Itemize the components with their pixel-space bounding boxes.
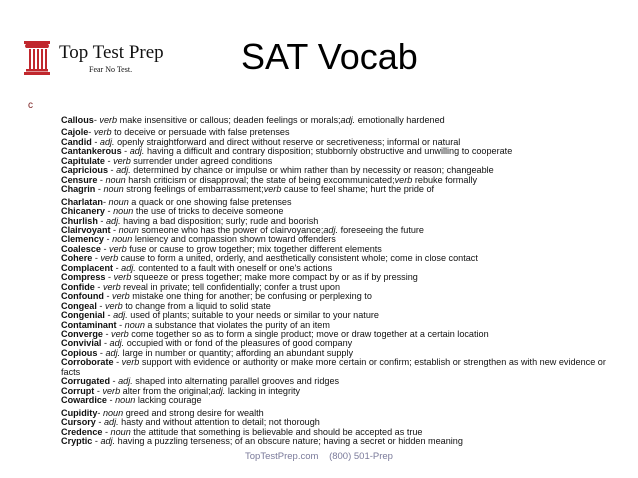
part-of-speech: adj. <box>99 136 115 147</box>
term-separator: - <box>104 310 114 321</box>
definition-text: shaped into alternating parallel grooves and ridges <box>132 376 340 387</box>
term-separator: - <box>94 385 103 396</box>
part-of-speech: verb <box>93 127 112 138</box>
part-of-speech: verb <box>100 253 119 264</box>
vocab-term: Churlish <box>61 215 98 226</box>
vocab-term: Capitulate <box>61 155 105 166</box>
part-of-speech: adj. <box>210 385 226 396</box>
term-separator: - <box>94 281 103 292</box>
part-of-speech: noun <box>108 196 129 207</box>
vocab-term: Cowardice <box>61 395 107 406</box>
definition-text: a quack or one showing false pretenses <box>128 196 292 207</box>
definition-text: strong feelings of embarrassment; <box>123 184 264 195</box>
part-of-speech: noun <box>112 234 133 245</box>
term-separator: - <box>104 155 114 166</box>
definition-text: hasty and without attention to detail; not thorough <box>118 417 320 428</box>
term-separator: - <box>92 253 101 264</box>
term-separator: - <box>91 136 100 147</box>
term-separator: - <box>93 115 100 125</box>
vocab-list <box>61 116 627 446</box>
vocab-entry <box>61 358 627 377</box>
term-separator: - <box>97 215 106 226</box>
term-separator: - <box>110 376 119 387</box>
pillar-logo-icon <box>22 40 52 76</box>
vocab-term: Complacent <box>61 262 114 273</box>
part-of-speech: verb <box>111 328 129 339</box>
vocab-term: Confound <box>61 291 104 302</box>
vocab-term: Cohere <box>61 253 93 264</box>
definition-text: having a difficult and contrary disposition; stubbornly obstructive and unwilling to cooperate <box>144 146 513 157</box>
part-of-speech: verb <box>109 243 127 254</box>
part-of-speech: adj. <box>100 435 116 446</box>
vocab-term: Candid <box>61 136 92 147</box>
definition-text: used of plants; suitable to your needs or similar to your nature <box>127 310 379 321</box>
part-of-speech: verb <box>113 155 131 166</box>
term-separator: - <box>102 196 109 207</box>
brand-name: Top Test Prep <box>59 42 164 63</box>
vocab-term: Cupidity <box>61 407 98 418</box>
part-of-speech: noun <box>103 184 124 195</box>
definition-text: determined by chance or impulse or whim rather than by necessity or reason; changeable <box>130 165 494 176</box>
vocab-entry <box>61 185 627 194</box>
vocab-term: Chagrin <box>61 184 96 195</box>
vocab-term: Copious <box>61 347 98 358</box>
vocab-term: Cajole <box>61 127 89 138</box>
part-of-speech: noun <box>115 395 136 406</box>
term-separator: - <box>95 417 104 428</box>
definition-text: lacking in integrity <box>225 385 301 396</box>
vocab-term: Cursory <box>61 417 96 428</box>
footer-site: TopTestPrep.com <box>245 451 319 462</box>
definition-text: come together so as to form a single product; move or draw together at a certain location <box>128 328 489 339</box>
term-separator: - <box>102 328 112 339</box>
term-separator: - <box>92 435 101 446</box>
definition-text: lacking courage <box>135 395 202 406</box>
definition-text: emotionally hardened <box>355 115 445 125</box>
definition-text: surrender under agreed conditions <box>130 155 273 166</box>
definition-text: the attitude that something is believable and should be accepted as true <box>130 426 423 437</box>
page-title: SAT Vocab <box>241 36 418 77</box>
part-of-speech: adj. <box>323 224 339 235</box>
definition-text: alter from the original; <box>120 385 211 396</box>
part-of-speech: adj. <box>109 338 125 349</box>
part-of-speech: verb <box>394 174 413 185</box>
definition-text: openly straightforward and direct without reserve or secretiveness; informal or natural <box>114 136 461 147</box>
part-of-speech: verb <box>113 272 132 283</box>
term-separator: - <box>97 347 106 358</box>
part-of-speech: adj. <box>113 310 128 321</box>
part-of-speech: verb <box>112 291 130 302</box>
part-of-speech: adj. <box>103 417 119 428</box>
definition-text: leniency and compassion shown toward offenders <box>132 234 336 245</box>
bullet-marker: c <box>28 100 33 111</box>
term-separator: - <box>116 319 125 330</box>
term-separator: - <box>103 291 113 302</box>
vocab-term: Corroborate <box>61 357 114 368</box>
part-of-speech: noun <box>118 224 139 235</box>
definition-text: harsh criticism or disapproval; the state of being excommunicated; <box>125 174 395 185</box>
term-separator: - <box>88 127 94 138</box>
vocab-term: Congenial <box>61 310 105 321</box>
definition-text: to deceive or persuade with false pretenses <box>111 127 290 138</box>
term-separator: - <box>101 338 110 349</box>
term-separator: - <box>110 224 119 235</box>
part-of-speech: noun <box>113 206 134 217</box>
term-separator: - <box>105 272 114 283</box>
term-separator: - <box>108 165 117 176</box>
term-separator: - <box>113 262 122 273</box>
vocab-term: Cantankerous <box>61 146 122 157</box>
definition-text: greed and strong desire for wealth <box>123 407 264 418</box>
part-of-speech: noun <box>110 426 131 437</box>
definition-text: having a puzzling terseness; of an obscure nature; having a secret or hidden meaning <box>115 435 463 446</box>
part-of-speech: noun <box>124 319 145 330</box>
vocab-term: Cryptic <box>61 435 93 446</box>
vocab-term: Credence <box>61 426 103 437</box>
vocab-entry <box>61 396 627 405</box>
term-separator: - <box>100 243 110 254</box>
definition-text: squeeze or press together; make more compact by or as if by pressing <box>131 272 418 283</box>
brand-logo <box>22 40 187 80</box>
vocab-term: Charlatan <box>61 196 103 207</box>
part-of-speech: noun <box>102 407 124 418</box>
term-separator: - <box>103 234 113 245</box>
part-of-speech: verb <box>104 300 123 311</box>
part-of-speech: verb <box>263 184 282 195</box>
vocab-term: Contaminant <box>61 319 117 330</box>
vocab-term: Coalesce <box>61 243 101 254</box>
vocab-term: Capricious <box>61 165 108 176</box>
definition-text: to change from a liquid to solid state <box>122 300 271 311</box>
vocab-entry <box>61 116 627 125</box>
brand-tagline: Fear No Test. <box>89 65 133 74</box>
vocab-term: Corrugated <box>61 376 111 387</box>
term-separator: - <box>107 395 116 406</box>
vocab-entry <box>61 437 627 446</box>
part-of-speech: verb <box>102 385 121 396</box>
definition-text: the use of tricks to deceive someone <box>133 206 284 217</box>
vocab-term: Clairvoyant <box>61 224 111 235</box>
part-of-speech: verb <box>102 281 121 292</box>
definition-text: a substance that violates the purity of an item <box>144 319 330 330</box>
definition-text: occupied with or fond of the pleasures of good company <box>124 338 353 349</box>
definition-text: rebuke formally <box>412 174 478 185</box>
definition-text: having a bad disposition; surly; rude and boorish <box>120 215 319 226</box>
part-of-speech: adj. <box>105 347 121 358</box>
vocab-term: Callous <box>61 115 94 125</box>
vocab-term: Chicanery <box>61 206 105 217</box>
vocab-term: Censure <box>61 174 98 185</box>
vocab-term: Corrupt <box>61 385 95 396</box>
part-of-speech: adj. <box>116 165 131 176</box>
definition-text: cause to feel shame; hurt the pride of <box>281 184 435 195</box>
definition-text: contented to a fault with oneself or one's actions <box>135 262 333 273</box>
definition-text: foreseeing the future <box>338 224 424 235</box>
part-of-speech: adj. <box>121 262 136 273</box>
definition-text: someone who has the power of clairvoyance; <box>138 224 324 235</box>
footer-phone: (800) 501-Prep <box>329 451 393 462</box>
term-separator: - <box>96 300 105 311</box>
footer <box>0 451 638 462</box>
vocab-term: Convivial <box>61 338 102 349</box>
part-of-speech: adj. <box>118 376 133 387</box>
vocab-term: Converge <box>61 328 103 339</box>
definition-text: mistake one thing for another; be confusing or perplexing to <box>129 291 372 302</box>
part-of-speech: verb <box>121 357 140 368</box>
term-separator: - <box>95 184 104 195</box>
part-of-speech: adj. <box>340 115 356 125</box>
definition-text: reveal in private; tell confidentially; confer a trust upon <box>120 281 341 292</box>
definition-text: large in number or quantity; affording an abundant supply <box>120 347 354 358</box>
vocab-term: Congeal <box>61 300 97 311</box>
term-separator: - <box>113 357 122 368</box>
term-separator: - <box>97 407 103 418</box>
term-separator: - <box>102 426 111 437</box>
definition-text: support with evidence or authority or make more certain or confirm; establish or strengthen as with new evidence or facts <box>61 357 606 377</box>
term-separator: - <box>97 174 106 185</box>
part-of-speech: verb <box>99 115 118 125</box>
vocab-term: Confide <box>61 281 95 292</box>
vocab-term: Clemency <box>61 234 104 245</box>
vocab-term: Compress <box>61 272 106 283</box>
part-of-speech: adj. <box>129 146 145 157</box>
part-of-speech: adj. <box>105 215 121 226</box>
part-of-speech: noun <box>105 174 126 185</box>
definition-text: make insensitive or callous; deaden feelings or morals; <box>117 115 341 125</box>
definition-text: fuse or cause to grow together; mix together different elements <box>126 243 382 254</box>
term-separator: - <box>104 206 114 217</box>
definition-text: cause to form a united, orderly, and aesthetically consistent whole; come in close contact <box>118 253 478 264</box>
term-separator: - <box>121 146 130 157</box>
